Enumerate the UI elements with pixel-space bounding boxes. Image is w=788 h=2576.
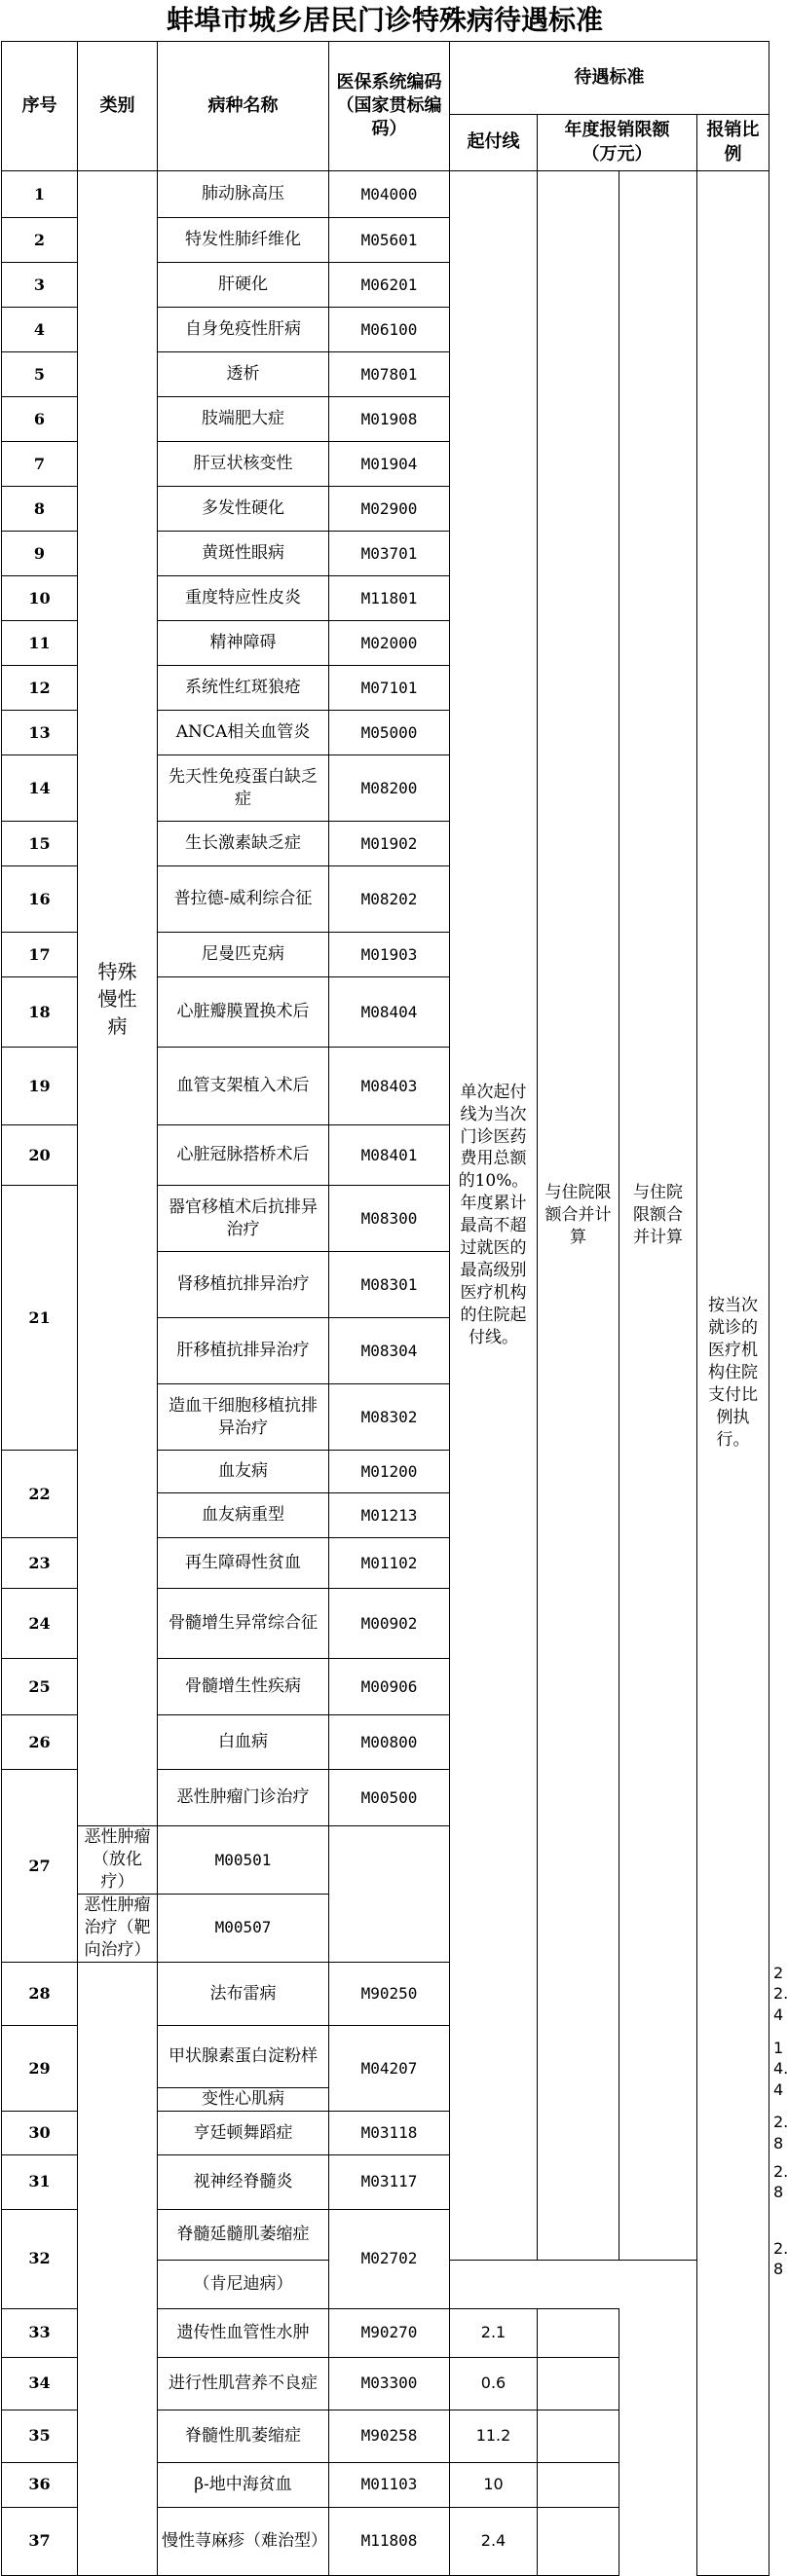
disease-cell: 重度特应性皮炎 [158, 576, 329, 621]
start-line-cell: 单次起付线为当次门诊医药费用总额的10%。年度累计最高不超过就医的最高级别医疗机构的住院起付线。 [450, 171, 538, 2261]
seq-cell: 27 [2, 1770, 78, 1963]
limit-blank-cell [538, 2410, 619, 2462]
code-cell: M11808 [329, 2507, 450, 2575]
code-cell: M08202 [329, 866, 450, 933]
code-cell: M90270 [329, 2308, 450, 2357]
code-cell: M08304 [329, 1318, 450, 1384]
header-annual-limit-unit: （万元） [582, 143, 653, 165]
disease-cell: 变性心肌病 [158, 2088, 329, 2112]
disease-cell: 恶性肿瘤门诊治疗 [158, 1770, 329, 1826]
seq-cell: 10 [2, 576, 78, 621]
disease-cell: 脊髓延髓肌萎缩症 [158, 2209, 329, 2260]
seq-cell: 19 [2, 1048, 78, 1125]
limit-cell: 0.6 [450, 2357, 538, 2410]
seq-cell: 28 [2, 1962, 78, 2026]
code-cell: M08301 [329, 1252, 450, 1318]
disease-cell: 白血病 [158, 1715, 329, 1770]
seq-cell: 7 [2, 442, 78, 487]
seq-cell: 33 [2, 2308, 78, 2357]
page-title: 蚌埠市城乡居民门诊特殊病待遇标准 [166, 4, 603, 36]
disease-cell: 多发性硬化 [158, 487, 329, 532]
disease-cell: 血管支架植入术后 [158, 1048, 329, 1125]
code-cell: M03701 [329, 532, 450, 576]
limit-combined-cell-2: 与住院限额合并计算 [619, 171, 697, 2261]
seq-cell: 14 [2, 755, 78, 822]
seq-cell: 17 [2, 933, 78, 977]
disease-cell: 生长激素缺乏症 [158, 822, 329, 866]
header-ratio: 报销比例 [697, 115, 769, 171]
limit-blank-cell [538, 2308, 619, 2357]
disease-cell: 透析 [158, 352, 329, 397]
code-cell: M06201 [329, 263, 450, 308]
disease-cell: 再生障碍性贫血 [158, 1538, 329, 1589]
code-cell: M08200 [329, 755, 450, 822]
seq-cell: 4 [2, 308, 78, 352]
code-cell: M00906 [329, 1659, 450, 1715]
code-cell: M90258 [329, 2410, 450, 2462]
disease-cell: 恶性肿瘤治疗（靶向治疗） [78, 1894, 158, 1962]
code-cell: M08300 [329, 1186, 450, 1252]
disease-cell: 黄斑性眼病 [158, 532, 329, 576]
code-cell: M01904 [329, 442, 450, 487]
disease-cell: β-地中海贫血 [158, 2462, 329, 2507]
seq-cell: 22 [2, 1451, 78, 1538]
treatment-table: 序号 类别 病种名称 医保系统编码（国家贯标编码） 待遇标准 起付线 年度报销限额 （万元） 报销比例 1 特殊慢性病 肺动脉高压 M04000 单次起付线为当次门诊医药费用总额的10%。年度累计最高不超过就医的最高级别医疗机构的住院起付线。 与住院限额合并计算 与住院限额合并计算 按当次就诊的医疗机构住院支付比例执行。 2 特发性肺纤维化 M05601 3 肝硬化 M06201 4 自身免疫性肝病 M06100 5 透析 M07801 6 肢端肥大症 M01908 7 肝豆状核变性 M01904 8 多发性硬化 M02900 9 黄斑性眼病 M03701 10 重度特应性皮炎 M11801 11 精神障碍 M02000 12 系统性红斑狼疮 M07101 13 ANCA相关血管炎 M05000 14 先天性免疫蛋白缺乏症 M08200 15 生长激素缺乏症 M01902 16 普拉德-威利综合征 M08202 17 尼曼匹克病 M01903 18 心脏瓣膜置换术后 M08404 19 血管支架植入术后 M08403 20 心脏冠脉搭桥术后 M08401 21 器官移植术后抗排异治疗 M08300 肾移植抗排异治疗 M08301 肝移植抗排异治疗 M08304 造血干细胞移植抗排异治疗 M08302 22 血友病 M01200 血友病重型 M01213 23 再生障碍性贫血 M01102 24 骨髓增生异常综合征 M00902 25 骨髓增生性疾病 M00906 26 白血病 M00800 27 恶性肿瘤门诊治疗 M00500 恶性肿瘤（放化疗） M00501 恶性肿瘤治疗（靶向治疗） M00507 28 法布雷病 M90250 22.4 29 甲状腺素蛋白淀粉样 M04207 14.4 变性心肌病 30 亨廷顿舞蹈症 M03118 2.8 31 视神经脊髓炎 M03117 2.8 32 脊髓延髓肌萎缩症 M02702 2.8 （肯尼迪病） 33 遗传性血管性水肿 M90270 2.1 34 进行性肌营养不良症 M03300 0.6 35 脊髓性肌萎缩症 M90258 11.2 36 β-地中海贫血 M01103 10 37 慢性荨麻疹（难治型） M11808 2.4 [1, 41, 769, 2576]
disease-cell: 肝豆状核变性 [158, 442, 329, 487]
disease-cell: 系统性红斑狼疮 [158, 666, 329, 711]
disease-cell: 甲状腺素蛋白淀粉样 [158, 2026, 329, 2088]
code-cell: M01903 [329, 933, 450, 977]
code-cell: M08302 [329, 1384, 450, 1451]
code-cell: M11801 [329, 576, 450, 621]
code-cell: M01213 [329, 1493, 450, 1538]
seq-cell: 2 [2, 218, 78, 263]
disease-cell: 精神障碍 [158, 621, 329, 666]
seq-cell: 24 [2, 1589, 78, 1659]
disease-cell: 脊髓性肌萎缩症 [158, 2410, 329, 2462]
seq-cell: 23 [2, 1538, 78, 1589]
header-disease: 病种名称 [158, 42, 329, 171]
limit-blank-cell [538, 2507, 619, 2575]
disease-cell: 心脏冠脉搭桥术后 [158, 1125, 329, 1186]
seq-cell: 36 [2, 2462, 78, 2507]
seq-cell: 5 [2, 352, 78, 397]
disease-cell: 慢性荨麻疹（难治型） [158, 2507, 329, 2575]
disease-cell: 普拉德-威利综合征 [158, 866, 329, 933]
seq-cell: 26 [2, 1715, 78, 1770]
limit-cell: 10 [450, 2462, 538, 2507]
header-start-line: 起付线 [450, 115, 538, 171]
seq-cell: 25 [2, 1659, 78, 1715]
code-cell: M01908 [329, 397, 450, 442]
seq-cell: 6 [2, 397, 78, 442]
header-category: 类别 [78, 42, 158, 171]
seq-cell: 32 [2, 2209, 78, 2308]
seq-cell: 16 [2, 866, 78, 933]
seq-cell: 34 [2, 2357, 78, 2410]
code-cell: M01102 [329, 1538, 450, 1589]
code-cell: M00902 [329, 1589, 450, 1659]
code-cell: M00507 [158, 1894, 329, 1962]
disease-cell: 尼曼匹克病 [158, 933, 329, 977]
disease-cell: 先天性免疫蛋白缺乏症 [158, 755, 329, 822]
disease-cell: ANCA相关血管炎 [158, 711, 329, 755]
code-cell: M90250 [329, 1962, 450, 2026]
code-cell: M03300 [329, 2357, 450, 2410]
header-seq: 序号 [2, 42, 78, 171]
seq-cell: 35 [2, 2410, 78, 2462]
disease-cell: 肝硬化 [158, 263, 329, 308]
disease-cell: 特发性肺纤维化 [158, 218, 329, 263]
seq-cell: 11 [2, 621, 78, 666]
seq-cell: 30 [2, 2112, 78, 2154]
code-cell: M01200 [329, 1451, 450, 1493]
disease-cell: 视神经脊髓炎 [158, 2154, 329, 2209]
disease-cell: 进行性肌营养不良症 [158, 2357, 329, 2410]
code-cell: M05601 [329, 218, 450, 263]
disease-cell: 肾移植抗排异治疗 [158, 1252, 329, 1318]
code-cell: M02702 [329, 2209, 450, 2308]
disease-cell: 血友病 [158, 1451, 329, 1493]
disease-cell: 骨髓增生异常综合征 [158, 1589, 329, 1659]
seq-cell: 8 [2, 487, 78, 532]
disease-cell: 法布雷病 [158, 1962, 329, 2026]
limit-blank-cell [538, 2462, 619, 2507]
code-cell: M08403 [329, 1048, 450, 1125]
category-cell: 特殊慢性病 [78, 171, 158, 1826]
disease-cell: 肺动脉高压 [158, 171, 329, 218]
code-cell: M01103 [329, 2462, 450, 2507]
seq-cell: 1 [2, 171, 78, 218]
disease-cell: 肝移植抗排异治疗 [158, 1318, 329, 1384]
limit-blank-cell [538, 2357, 619, 2410]
disease-cell: 肢端肥大症 [158, 397, 329, 442]
header-annual-limit-label: 年度报销限额 [564, 120, 670, 141]
limit-cell: 2.1 [450, 2308, 538, 2357]
code-cell: M00501 [158, 1826, 329, 1895]
code-cell: M03118 [329, 2112, 450, 2154]
disease-cell: （肯尼迪病） [158, 2260, 329, 2308]
seq-cell: 15 [2, 822, 78, 866]
disease-cell: 器官移植术后抗排异治疗 [158, 1186, 329, 1252]
disease-cell: 心脏瓣膜置换术后 [158, 977, 329, 1048]
seq-cell: 18 [2, 977, 78, 1048]
disease-cell: 骨髓增生性疾病 [158, 1659, 329, 1715]
code-cell: M02000 [329, 621, 450, 666]
code-cell: M04000 [329, 171, 450, 218]
ratio-cell: 按当次就诊的医疗机构住院支付比例执行。 [697, 171, 769, 2576]
header-annual-limit [538, 115, 697, 171]
limit-cell: 11.2 [450, 2410, 538, 2462]
code-cell: M00800 [329, 1715, 450, 1770]
seq-cell: 12 [2, 666, 78, 711]
seq-cell: 13 [2, 711, 78, 755]
code-cell: M03117 [329, 2154, 450, 2209]
disease-cell: 亨廷顿舞蹈症 [158, 2112, 329, 2154]
code-cell: M05000 [329, 711, 450, 755]
code-cell: M04207 [329, 2026, 450, 2112]
limit-cell: 2.4 [450, 2507, 538, 2575]
code-cell: M01902 [329, 822, 450, 866]
disease-cell: 自身免疫性肝病 [158, 308, 329, 352]
seq-cell: 9 [2, 532, 78, 576]
code-cell: M06100 [329, 308, 450, 352]
disease-cell: 遗传性血管性水肿 [158, 2308, 329, 2357]
code-cell: M07801 [329, 352, 450, 397]
seq-cell: 31 [2, 2154, 78, 2209]
code-cell: M08404 [329, 977, 450, 1048]
disease-cell: 造血干细胞移植抗排异治疗 [158, 1384, 329, 1451]
seq-cell: 21 [2, 1186, 78, 1451]
category-blank-cell [78, 1962, 158, 2575]
code-cell: M08401 [329, 1125, 450, 1186]
header-treatment: 待遇标准 [450, 42, 769, 115]
code-cell: M02900 [329, 487, 450, 532]
seq-cell: 37 [2, 2507, 78, 2575]
seq-cell: 3 [2, 263, 78, 308]
limit-combined-cell: 与住院限额合并计算 [538, 171, 619, 2261]
disease-cell: 血友病重型 [158, 1493, 329, 1538]
code-cell: M07101 [329, 666, 450, 711]
seq-cell: 20 [2, 1125, 78, 1186]
header-code: 医保系统编码（国家贯标编码） [329, 42, 450, 171]
code-cell: M00500 [329, 1770, 450, 1826]
seq-cell: 29 [2, 2026, 78, 2112]
disease-cell: 恶性肿瘤（放化疗） [78, 1826, 158, 1895]
